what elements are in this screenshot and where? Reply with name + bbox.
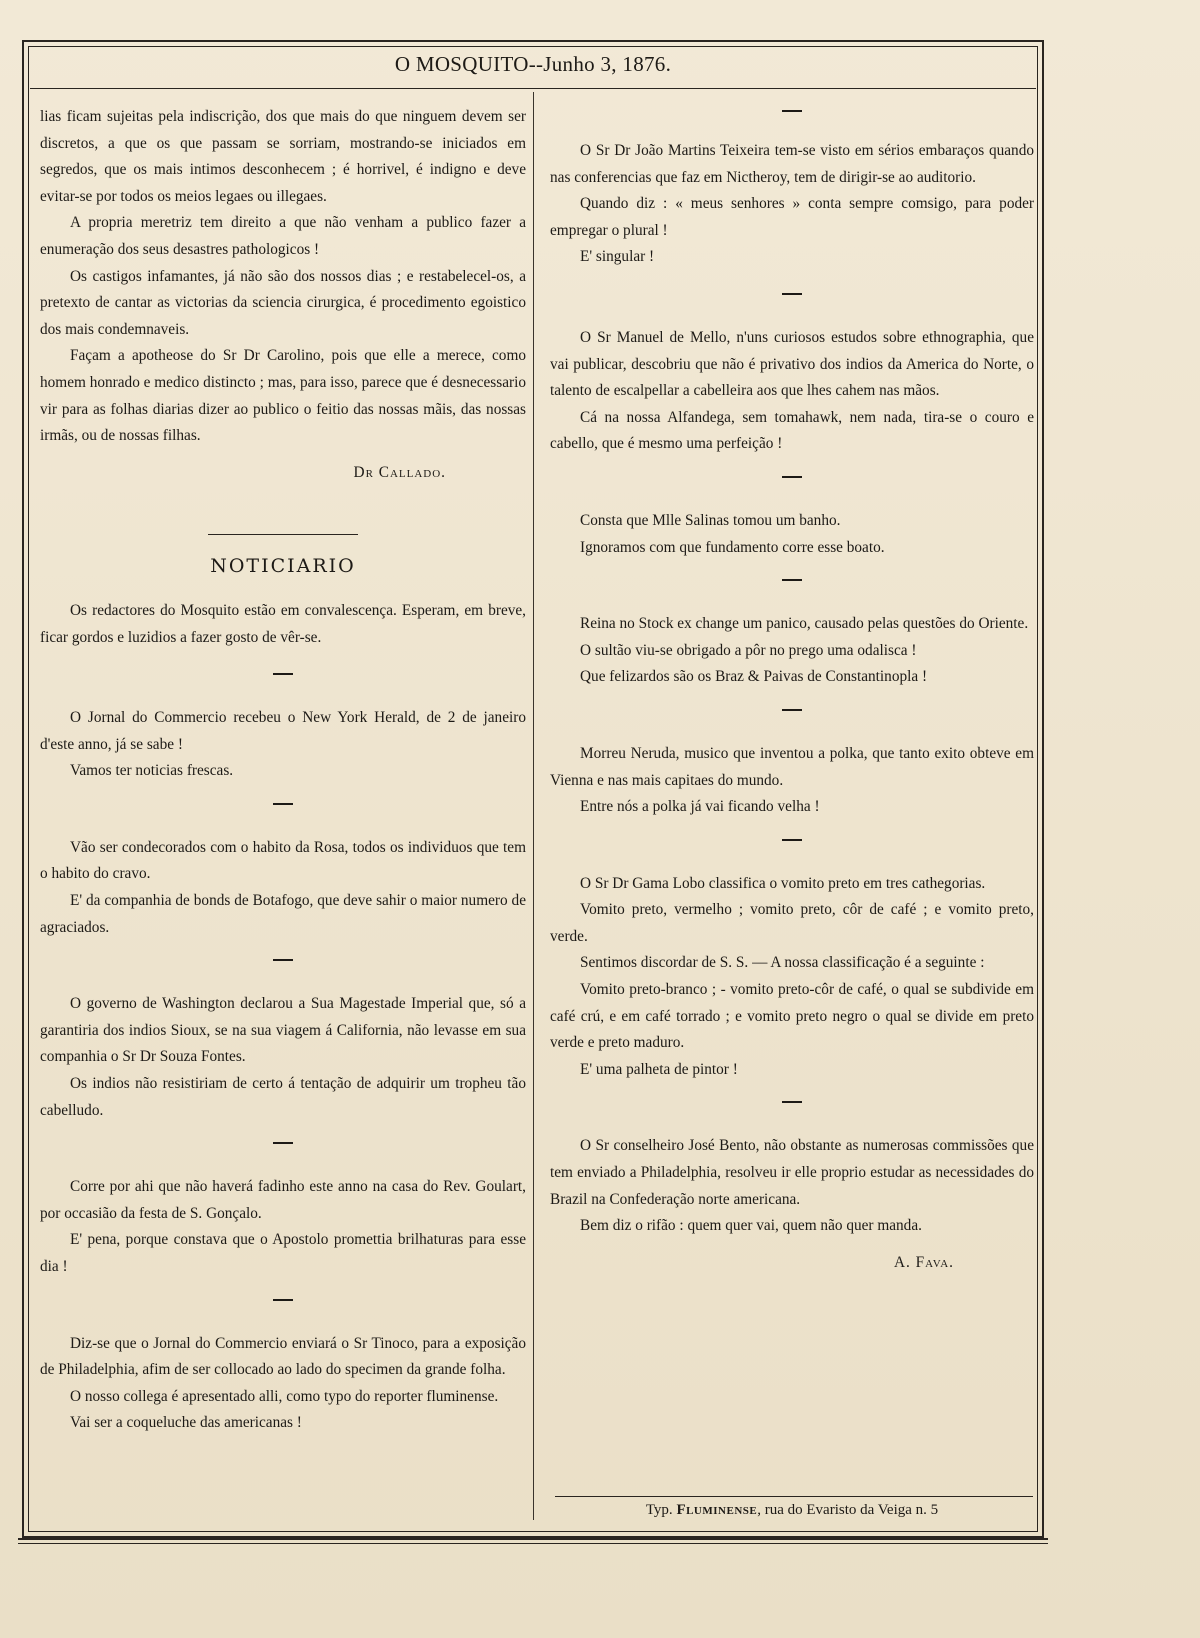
item-separator — [273, 959, 293, 961]
news-item: O Sr conselheiro José Bento, não obstante as numerosas commissões que tem enviado a Philadelphia, resolveu ir elle proprio estudar as necessidades do Brazil na Confederação norte americana. — [550, 1137, 1034, 1208]
news-item: Morreu Neruda, musico que inventou a polka, que tanto exito obteve em Vienna e nas mais capitaes do mundo. — [550, 744, 1034, 789]
news-item: Corre por ahi que não haverá fadinho este anno na casa do Rev. Goulart, por occasião da festa de S. Gonçalo. — [40, 1178, 526, 1222]
news-item: O Jornal do Commercio recebeu o New York Herald, de 2 de janeiro d'este anno, já se sabe ! — [40, 709, 526, 753]
item-separator — [273, 1142, 293, 1144]
item-separator — [782, 476, 802, 478]
news-item: Vomito preto, vermelho ; vomito preto, côr de café ; e vomito preto, verde. — [550, 901, 1034, 945]
news-item: Reina no Stock ex change um panico, causado pelas questões do Oriente. — [580, 615, 1029, 633]
imprint-address: , rua do Evaristo da Veiga n. 5 — [757, 1502, 939, 1518]
printer-imprint — [550, 1502, 1034, 1519]
item-separator — [273, 673, 293, 675]
column-divider — [533, 92, 534, 1520]
news-item: Vomito preto-branco ; - vomito preto-côr de café, o qual se subdivide em café crú, e em café torrado ; e vomito preto negro o qual se divide em preto verde e preto maduro. — [550, 981, 1034, 1052]
news-item: Os redactores do Mosquito estão em convalescença. Esperam, em breve, ficar gordos e luzidios a fazer gosto de vêr-se. — [40, 601, 526, 646]
news-item: O Sr Dr João Martins Teixeira tem-se visto em sérios embaraços quando nas conferencias que faz em Nictheroy, tem de dirigir-se ao auditorio. — [550, 142, 1034, 186]
article-paragraph: Os castigos infamantes, já não são dos nossos dias ; e restabelecel-os, a pretexto de cantar as victorias da sciencia cirurgica, é procedimento egoistico dos mais condemnaveis. — [40, 267, 526, 338]
imprint-rule — [555, 1496, 1033, 1497]
item-separator — [782, 293, 802, 295]
item-separator — [782, 709, 802, 711]
news-item: Consta que Mlle Salinas tomou um banho. — [580, 511, 841, 529]
news-item: Sentimos discordar de S. S. — A nossa classificação é a seguinte : — [580, 954, 985, 972]
news-item: Entre nós a polka já vai ficando velha ! — [580, 798, 820, 816]
masthead-title: O MOSQUITO--Junho 3, 1876. — [394, 52, 672, 76]
news-item: Ignoramos com que fundamento corre esse boato. — [580, 538, 885, 556]
news-item: Os indios não resistiriam de certo á tentação de adquirir um tropheu tão cabelludo. — [40, 1075, 526, 1119]
item-separator — [782, 1101, 802, 1103]
news-item: O Sr Dr Gama Lobo classifica o vomito preto em tres cathegorias. — [580, 874, 986, 892]
news-item: Bem diz o rifão : quem quer vai, quem não quer manda. — [580, 1217, 922, 1235]
imprint-printer-name: Fluminense — [676, 1502, 758, 1518]
right-column — [550, 104, 1034, 1276]
news-item: O governo de Washington declarou a Sua Magestade Imperial que, só a garantiria dos indios Sioux, se na sua viagem á California, não levasse em sua companhia o Sr Dr Souza Fontes. — [40, 995, 526, 1066]
bottom-rule — [18, 1538, 1048, 1540]
imprint-prefix: Typ. — [645, 1502, 673, 1518]
bottom-rule — [18, 1543, 1048, 1544]
news-item: Que felizardos são os Braz & Paivas de Constantinopla ! — [580, 668, 928, 686]
article-paragraph: Façam a apotheose do Sr Dr Carolino, pois que elle a merece, como homem honrado e medico distincto ; mas, para isso, parece que é desnecessario vir para as folhas diarias dizer ao publico o feitio das nossas mãis, das nossas irmãs, ou de nossas filhas. — [40, 347, 526, 445]
news-item: Quando diz : « meus senhores » conta sempre comsigo, para poder empregar o plural ! — [550, 195, 1034, 239]
page-header — [30, 48, 1036, 89]
news-item: E' singular ! — [580, 248, 655, 266]
news-item: Vão ser condecorados com o habito da Rosa, todos os individuos que tem o habito do cravo. — [40, 838, 526, 883]
news-item: E' uma palheta de pintor ! — [580, 1060, 738, 1078]
news-item: O nosso collega é apresentado alli, como typo do reporter fluminense. — [70, 1387, 499, 1405]
news-item: Vai ser a coqueluche das americanas ! — [70, 1414, 302, 1432]
left-column — [40, 104, 526, 1437]
section-rule — [208, 534, 358, 535]
news-item: O Sr Manuel de Mello, n'uns curiosos estudos sobre ethnographia, que vai publicar, descobriu que não é privativo dos indios da America do Norte, o talento de escalpellar a cabelleira aos que lhes cahem nas mãos. — [550, 328, 1034, 400]
author-signature: Dr Callado. — [353, 463, 446, 481]
item-separator — [273, 803, 293, 805]
news-item: Diz-se que o Jornal do Commercio enviará o Sr Tinoco, para a exposição de Philadelphia, afim de ser collocado ao lado do specimen da grande folha. — [40, 1334, 526, 1379]
news-item: E' da companhia de bonds de Botafogo, que deve sahir o maior numero de agraciados. — [40, 892, 526, 936]
item-separator — [782, 839, 802, 841]
author-signature: A. Fava. — [893, 1253, 954, 1271]
item-separator — [273, 1299, 293, 1301]
news-item: Cá na nossa Alfandega, sem tomahawk, nem nada, tira-se o couro e cabello, que é mesmo uma perfeição ! — [550, 408, 1034, 453]
article-paragraph: A propria meretriz tem direito a que não venham a publico fazer a enumeração dos seus desastres pathologicos ! — [40, 214, 526, 258]
news-item: Vamos ter noticias frescas. — [70, 762, 234, 780]
section-title: NOTICIARIO — [210, 555, 356, 578]
news-item: O sultão viu-se obrigado a pôr no prego uma odalisca ! — [580, 641, 917, 659]
item-separator — [782, 110, 802, 112]
article-paragraph: lias ficam sujeitas pela indiscrição, dos que mais do que ninguem devem ser discretos, a que os que passam se sorriam, mostrando-se iniciados em segredos, que os mais intimos desconhecem ; é horrivel, é indigno e deve evitar-se por todos os meios legaes ou illegaes. — [40, 108, 526, 205]
item-separator — [782, 579, 802, 581]
news-item: E' pena, porque constava que o Apostolo promettia brilhaturas para esse dia ! — [40, 1231, 526, 1275]
